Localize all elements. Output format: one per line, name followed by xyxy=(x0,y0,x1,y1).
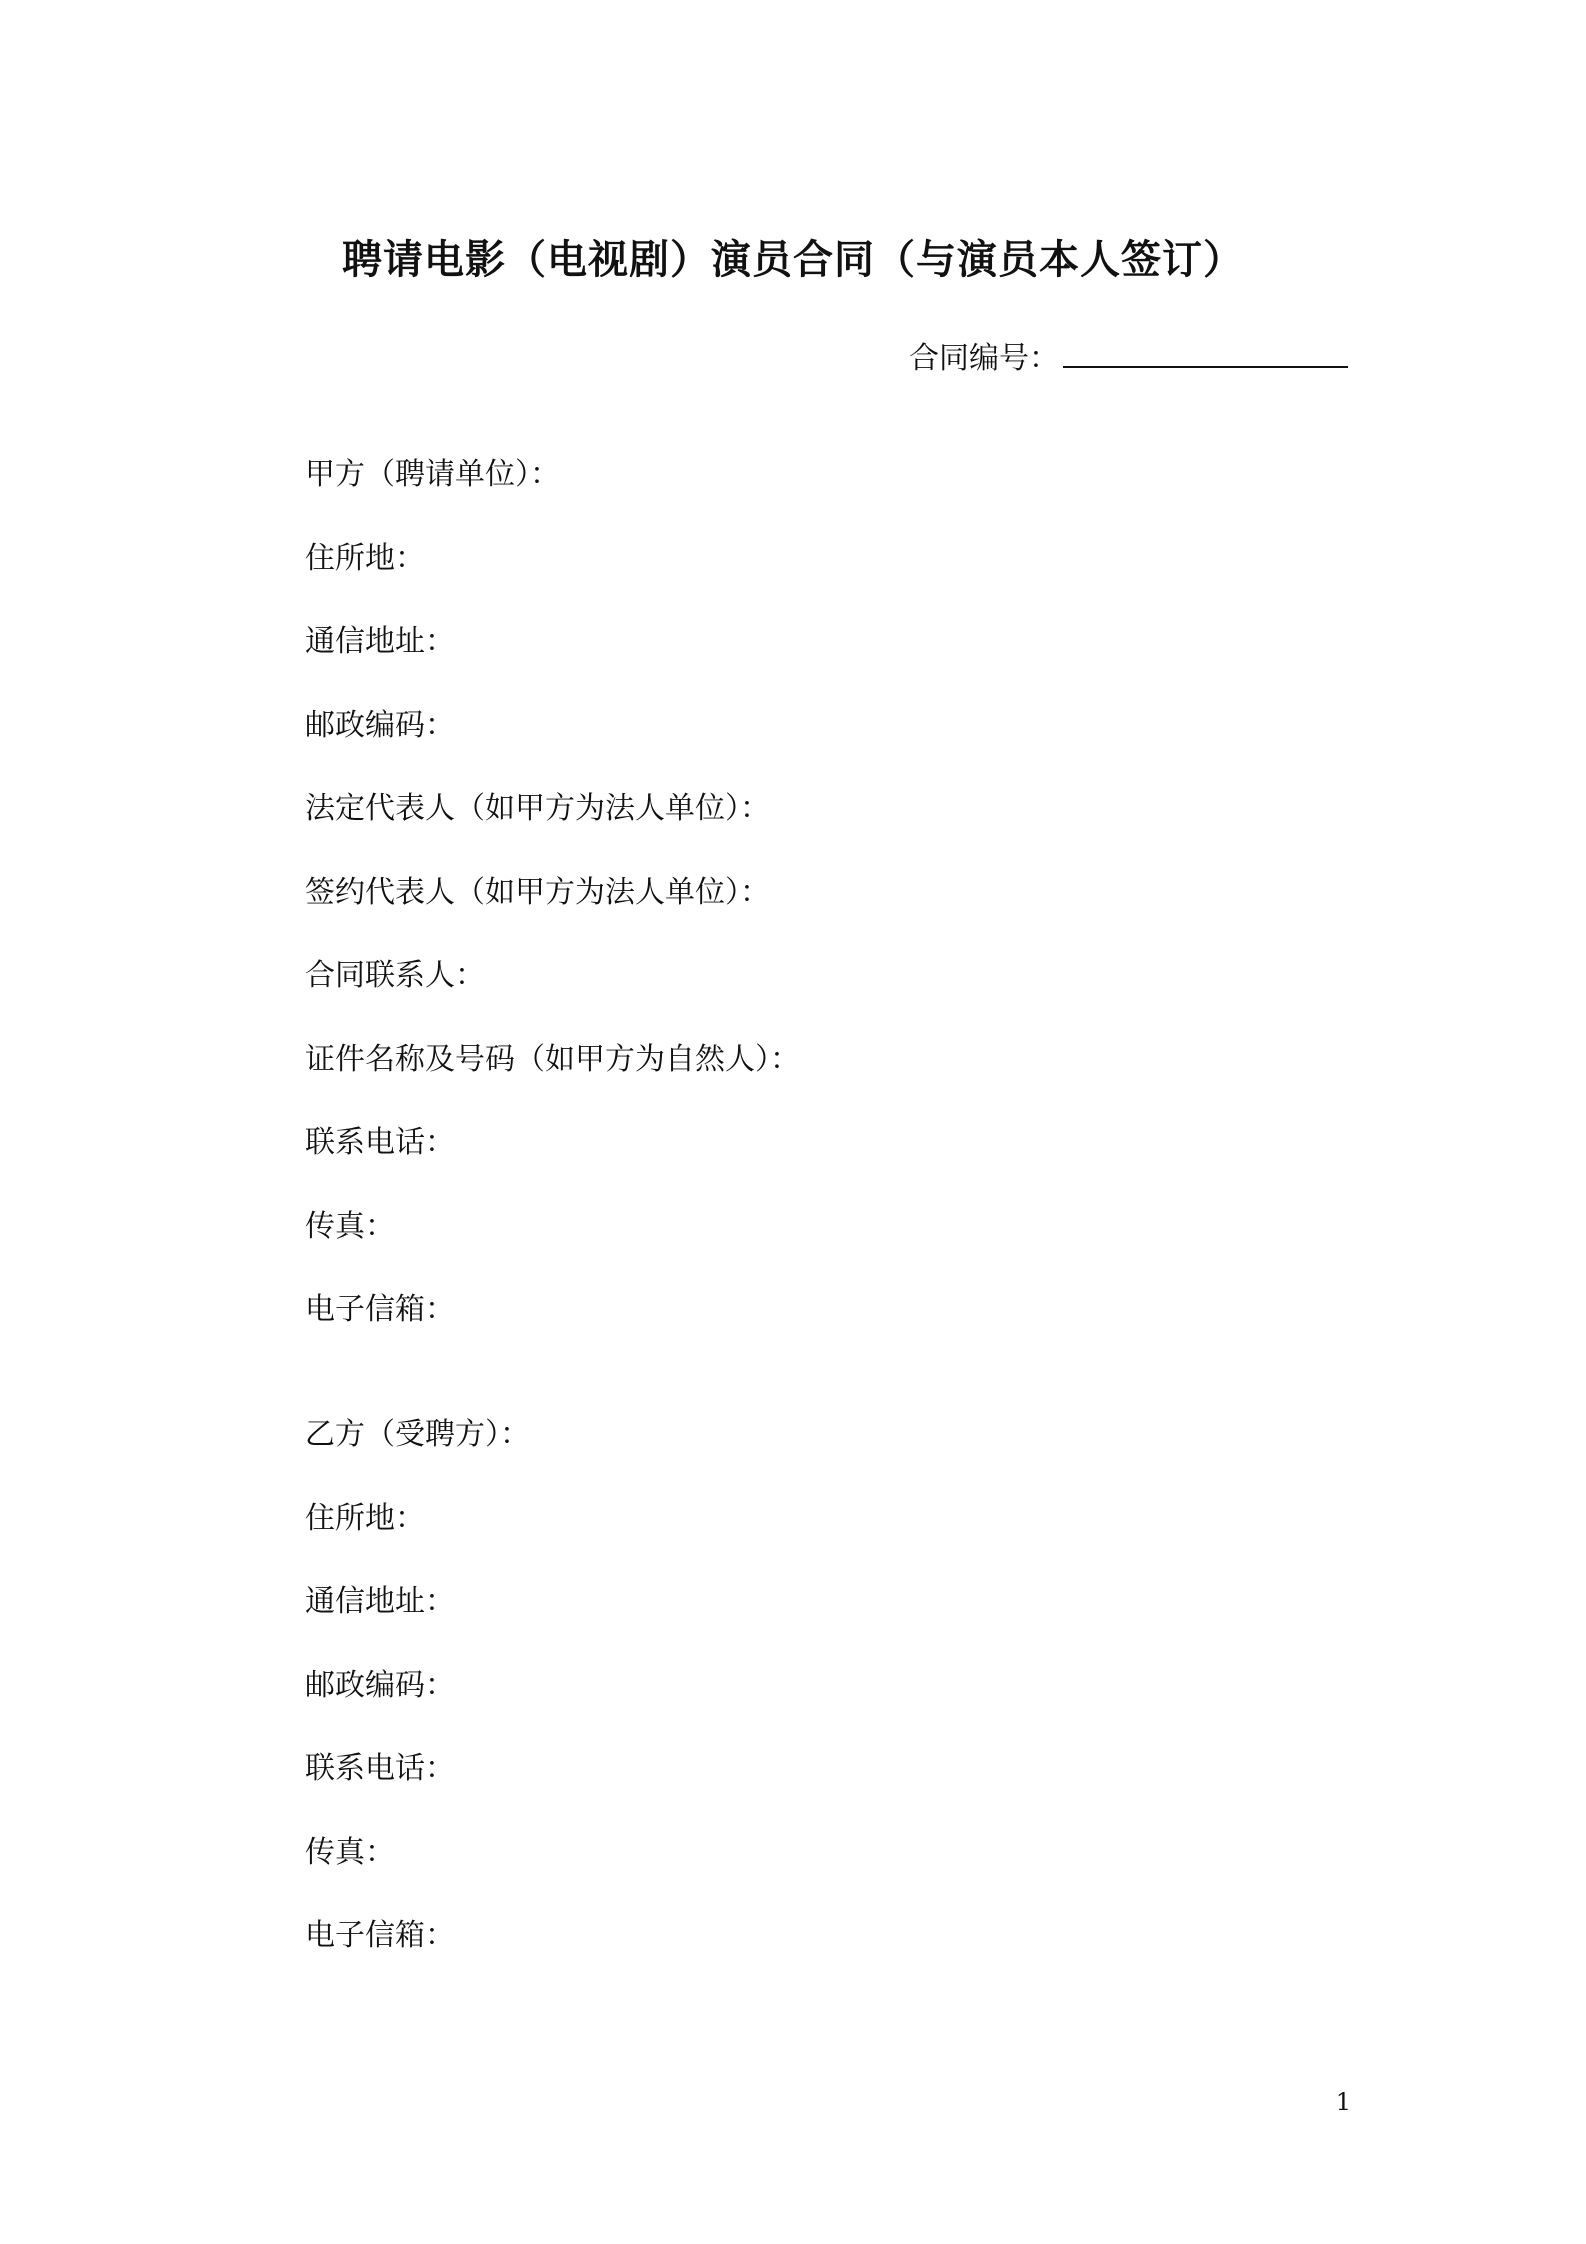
party-a-legal-representative-field: 法定代表人（如甲方为法人单位）： xyxy=(305,791,770,826)
party-a-fax-field: 传真： xyxy=(305,1208,395,1244)
party-b-section xyxy=(305,1415,1305,2000)
contract-number-line xyxy=(909,333,1348,377)
party-b-phone-field: 联系电话： xyxy=(305,1751,455,1786)
party-a-domicile-field: 住所地： xyxy=(305,540,425,576)
party-a-mailing-address-field: 通信地址： xyxy=(305,624,455,659)
party-a-name-field: 甲方（聘请单位）： xyxy=(305,457,560,492)
contract-number-label: 合同编号： xyxy=(909,341,1059,376)
party-a-contact-person-field: 合同联系人： xyxy=(305,958,485,993)
party-b-email-field: 电子信箱： xyxy=(305,1918,455,1953)
party-b-mailing-address-field: 通信地址： xyxy=(305,1584,455,1619)
party-a-phone-field: 联系电话： xyxy=(305,1125,455,1160)
party-a-email-field: 电子信箱： xyxy=(305,1292,455,1327)
party-a-section xyxy=(305,455,1305,1374)
party-b-domicile-field: 住所地： xyxy=(305,1500,425,1536)
party-a-id-document-field: 证件名称及号码（如甲方为自然人）： xyxy=(305,1041,800,1077)
party-b-name-field: 乙方（受聘方）： xyxy=(305,1417,530,1452)
page-number: 1 xyxy=(1335,2088,1351,2116)
contract-title: 聘请电影（电视剧）演员合同（与演员本人签订） xyxy=(342,237,1244,283)
party-b-fax-field: 传真： xyxy=(305,1834,395,1870)
party-b-postal-code-field: 邮政编码： xyxy=(305,1667,455,1703)
contract-number-blank xyxy=(1063,336,1348,368)
party-a-signing-representative-field: 签约代表人（如甲方为法人单位）： xyxy=(305,874,770,910)
party-a-postal-code-field: 邮政编码： xyxy=(305,707,455,743)
